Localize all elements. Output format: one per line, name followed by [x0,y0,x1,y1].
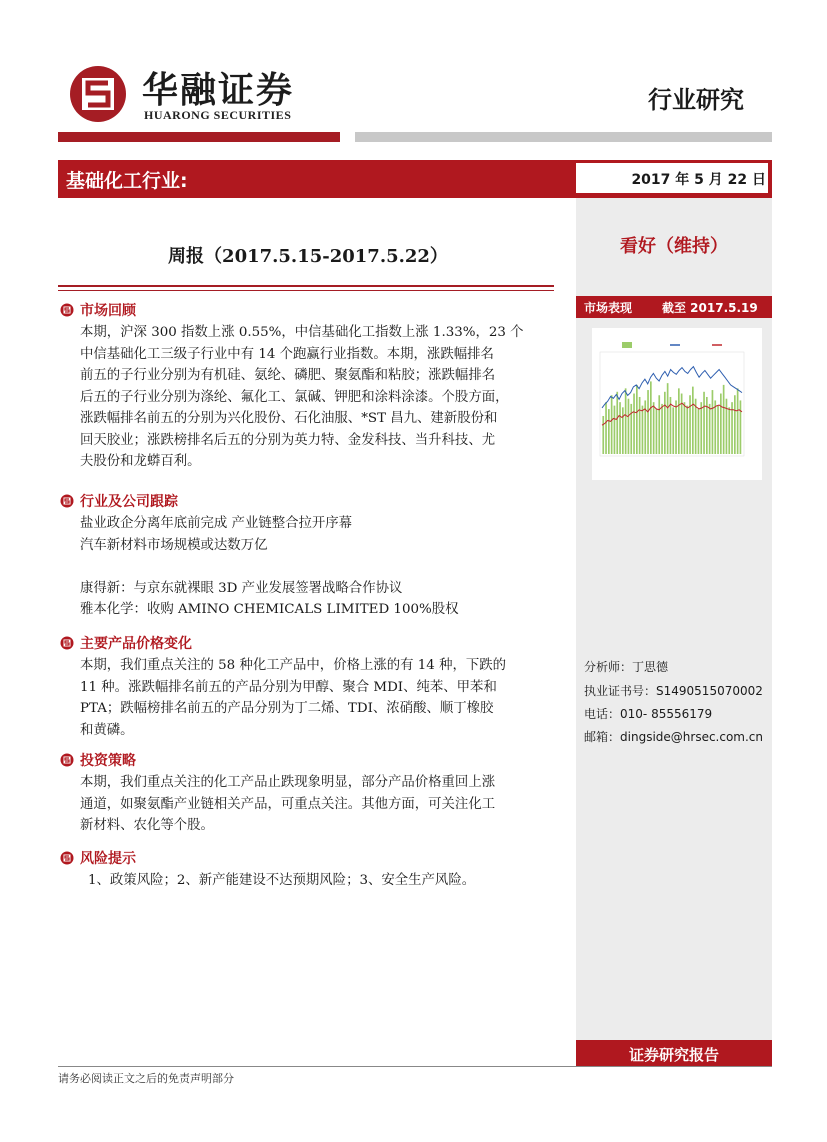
chart-bar [675,400,677,454]
industry-tracking-line: 汽车新材料市场规模或达数万亿 [80,537,268,553]
chart-bar [647,390,649,454]
chart-bar [636,385,638,454]
market-review-line: 涨跌幅排名前五的分别为兴化股份、石化油服、*ST 昌九、建新股份和 [80,411,498,426]
chart-bar [706,397,708,454]
title-rule-thin [58,290,554,291]
chart-bar [616,392,618,454]
phone-label: 电话： [584,707,621,721]
chart-bar [661,404,663,454]
section-bullet-icon [60,636,74,650]
price-changes-line: 11 种。涨跌幅排名前五的产品分别为甲醇、聚合 MDI、纯苯、甲苯和 [80,679,497,695]
chart-bar [686,406,688,454]
chart-bar [723,385,725,454]
license-number: S1490515070002 [656,684,763,698]
huarong-logo-icon [68,64,128,124]
phone-number: 010- 85556179 [620,707,713,721]
chart-bar [664,392,666,454]
email-address[interactable]: dingside@hrsec.com.cn [620,730,764,744]
industry-tracking-line: 雅本化学：收购 AMINO CHEMICALS LIMITED 100%股权 [80,602,459,617]
section-bullet-icon [60,851,74,865]
investment-strategy-line: 本期，我们重点关注的化工产品止跌现象明显，部分产品价格重回上涨 [80,775,496,790]
market-review-line: 中信基础化工三级子行业中有 14 个跑赢行业指数。本期，涨跌幅排名 [80,346,494,362]
chart-bar [642,406,644,454]
chart-bar [678,388,680,454]
price-changes-heading: 主要产品价格变化 [80,636,192,652]
industry-title: 基础化工行业: [66,170,188,192]
chart-bar [709,404,711,454]
chart-bar [689,395,691,454]
chart-bar [667,383,669,454]
chart-bar [717,406,719,454]
chart-bar [639,397,641,454]
chart-bar [622,407,624,454]
industry-tracking-line: 康得新：与京东就裸眼 3D 产业发展签署战略合作协议 [80,580,403,596]
chart-bar [681,394,683,454]
chart-bar [720,394,722,454]
investment-strategy-line: 新材料、农化等个股。 [80,818,214,833]
market-review-line: 夫股份和龙蟒百利。 [80,454,201,469]
chart-bar [692,387,694,454]
chart-bar [658,395,660,454]
chart-bar [630,404,632,454]
analyst-name: 分析师：丁思德 [584,660,669,674]
analyst-email [584,728,763,745]
chart-bar [712,390,714,454]
market-review-line: 回天胶业；涨跌榜排名后五的分别为英力特、金发科技、当升科技、尤 [80,432,496,448]
industry-tracking-heading: 行业及公司跟踪 [80,494,178,510]
section-bullet-icon [60,303,74,317]
license-label: 执业证书号： [584,684,657,698]
market-review-heading: 市场回顾 [80,303,136,319]
report-date: 2017 年 5 月 22 日 [631,172,766,188]
header-red-bar [58,132,340,142]
chart-bar [611,395,613,454]
chart-bar [728,407,730,454]
legend-swatch-bars [622,342,632,348]
rating-label: 看好（维持） [620,236,728,257]
chart-bar [656,409,658,454]
market-review-line: 前五的子行业分别为有机硅、氨纶、磷肥、聚氨酯和粘胶；涨跌幅排名 [80,368,496,383]
price-changes-line: 本期，我们重点关注的 58 种化工产品中，价格上涨的有 14 种，下跌的 [80,658,507,673]
chart-bar [625,388,627,454]
chart-bar [737,388,739,454]
market-review-line: 本期，沪深 300 指数上涨 0.55%，中信基础化工指数上涨 1.33%，23 个 [80,325,524,340]
chart-bar [672,407,674,454]
market-review-line: 后五的子行业分别为涤纶、氟化工、氯碱、钾肥和涂料涂漆。个股方面， [80,389,509,405]
chart-bar [684,402,686,454]
market-performance-label: 市场表现 [584,301,633,315]
chart-bar [608,409,610,454]
chart-bar [602,416,604,454]
chart-bar [619,402,621,454]
investment-strategy-line: 通道，如聚氨酯产业链相关产品，可重点关注。其他方面，可关注化工 [80,796,496,812]
chart-bar [740,400,742,454]
chart-bar [614,406,616,454]
header-gray-bar [355,132,772,142]
chart-legend [622,342,722,348]
market-performance-chart [592,328,762,480]
chart-bar [734,395,736,454]
chart-bar [698,409,700,454]
section-bullet-icon [60,753,74,767]
chart-bar [628,399,630,454]
disclaimer-note: 请务必阅读正文之后的免责声明部分 [58,1072,234,1085]
chart-bar [700,402,702,454]
chart-bar [703,392,705,454]
analyst-phone [584,705,712,722]
report-title: 周报（2017.5.15-2017.5.22） [168,246,448,267]
section-bullet-icon [60,494,74,508]
report-type-label: 证券研究报告 [628,1046,719,1064]
market-performance-date: 截至 2017.5.19 [662,301,758,315]
price-changes-line: PTA；跌幅榜排名前五的产品分别为丁二烯、TDI、浓硝酸、顺丁橡胶 [80,701,494,716]
investment-strategy-heading: 投资策略 [80,753,136,769]
email-label: 邮箱： [584,730,621,744]
chart-bar [605,402,607,454]
analyst-license [584,682,763,699]
industry-tracking-line: 盐业政企分离年底前完成 产业链整合拉开序幕 [80,516,353,531]
chart-bar [653,402,655,454]
chart-bar [714,400,716,454]
chart-plot-area [600,352,744,456]
chart-bar [726,399,728,454]
chart-bar [633,394,635,454]
brand-name-en: HUARONG SECURITIES [144,108,292,122]
brand-name-cn: 华融证券 [142,70,295,111]
footer-rule [58,1066,772,1067]
title-rule-thick [58,285,554,287]
risk-warning-line: 1、政策风险；2、新产能建设不达预期风险；3、安全生产风险。 [88,873,476,888]
document-type: 行业研究 [648,86,744,114]
price-changes-line: 和黄磷。 [80,722,134,738]
risk-warning-heading: 风险提示 [80,851,136,867]
chart-bar [650,381,652,454]
